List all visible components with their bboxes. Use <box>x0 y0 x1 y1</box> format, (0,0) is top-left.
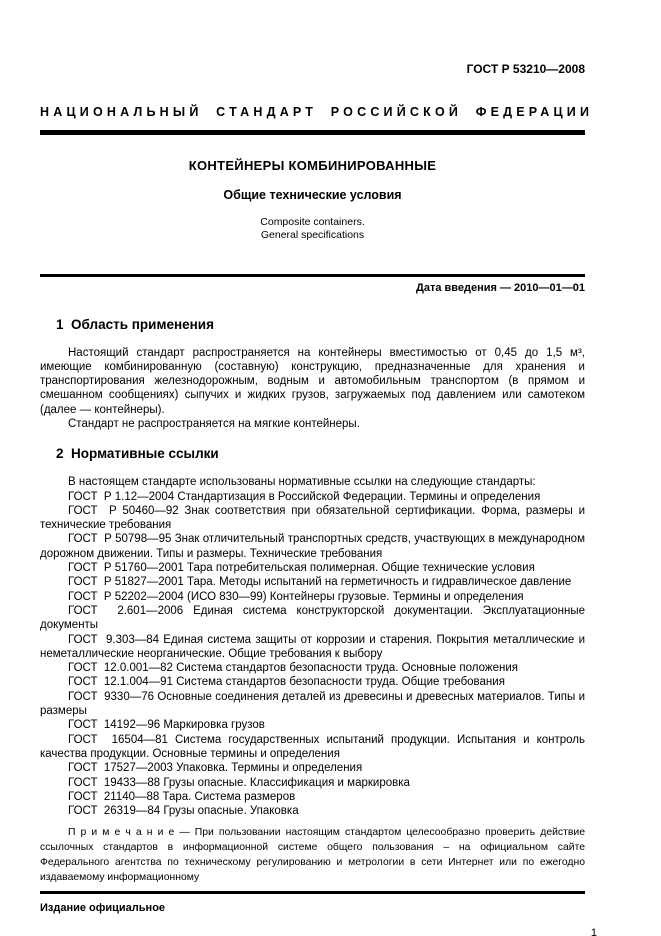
reference-item: ГОСТ Р 51827—2001 Тара. Методы испытаний на герметичность и гидравлическое давление <box>68 576 572 589</box>
reference-item: ГОСТ 17527—2003 Упаковка. Термины и определения <box>68 762 363 775</box>
title-translation-line2: General specifications <box>260 229 365 241</box>
scope-paragraph: Настоящий стандарт распространяется на контейнеры вместимостью от 0,45 до 1,5 м³, имеющие комбинированную (составную) конструкцию, предназначенные для хранения и транспортирования железнодорожным, водным и автомобильным транспортом (в прямом и смешанном сообщениях) сыпучих и жидких грузов, загружаемых под давлением или самотеком (далее — контейнеры). <box>40 346 585 416</box>
reference-item: ГОСТ 21140—88 Тара. Система размеров <box>68 790 296 803</box>
usage-note: П р и м е ч а н и е — При пользовании настоящим стандартом целесообразно проверить действие ссылочных стандартов в информационной системе общего пользования – на официальном сайте Федерального агентства по техническому регулированию и метрологии в сети Интернет или по ежегодно издаваемому информационному <box>40 827 585 884</box>
reference-item: ГОСТ 12.0.001—82 Система стандартов безопасности труда. Основные положения <box>68 662 518 675</box>
date-rule <box>40 274 585 277</box>
header-rule <box>40 130 585 135</box>
footer-rule <box>40 891 585 894</box>
standard-designation: НАЦИОНАЛЬНЫЙ СТАНДАРТ РОССИЙСКОЙ ФЕДЕРАЦИИ <box>40 105 594 119</box>
document-title: КОНТЕЙНЕРЫ КОМБИНИРОВАННЫЕ <box>188 157 437 173</box>
reference-item: ГОСТ Р 50460—92 Знак соответствия при обязательной сертификации. Форма, размеры и технические требования <box>40 504 585 532</box>
scope-paragraph: Стандарт не распространяется на мягкие контейнеры. <box>68 417 360 430</box>
doc-code: ГОСТ Р 53210—2008 <box>466 62 585 76</box>
official-edition-label: Издание официальное <box>40 902 166 915</box>
page-number: 1 <box>590 927 597 936</box>
reference-item: ГОСТ Р 51760—2001 Тара потребительская полимерная. Общие технические условия <box>68 562 535 575</box>
reference-item: ГОСТ 14192—96 Маркировка грузов <box>68 719 265 732</box>
reference-item: ГОСТ 16504—81 Система государственных испытаний продукции. Испытания и контроль качества продукции. Основные термины и определения <box>40 733 585 760</box>
reference-item: ГОСТ 19433—88 Грузы опасные. Классификация и маркировка <box>68 776 410 789</box>
document-subtitle: Общие технические условия <box>223 187 402 202</box>
title-translation-line1: Composite containers. <box>260 215 365 228</box>
section-1-heading: 1 Область применения <box>56 316 214 332</box>
references-intro: В настоящем стандарте использованы нормативные ссылки на следующие стандарты: <box>68 476 536 489</box>
section-2-heading: 2 Нормативные ссылки <box>56 446 219 462</box>
reference-item: ГОСТ Р 52202—2004 (ИСО 830—99) Контейнеры грузовые. Термины и определения <box>68 590 524 603</box>
reference-item: ГОСТ 26319—84 Грузы опасные. Упаковка <box>68 805 299 818</box>
reference-item: ГОСТ 9330—76 Основные соединения деталей из древесины и древесных материалов. Типы и размеры <box>40 690 585 718</box>
reference-item: ГОСТ 12.1.004—91 Система стандартов безопасности труда. Общие требования <box>68 676 505 689</box>
reference-item: ГОСТ Р 50798—95 Знак отличительный транспортных средств, участвующих в международном дорожном движении. Типы и размеры. Технические требования <box>40 533 585 560</box>
title-translation <box>40 216 585 243</box>
reference-item: ГОСТ Р 1.12—2004 Стандартизация в Российской Федерации. Термины и определения <box>68 490 541 503</box>
effective-date: Дата введения — 2010—01—01 <box>416 281 585 294</box>
reference-item: ГОСТ 2.601—2006 Единая система конструкторской документации. Эксплуатационные документы <box>40 604 585 632</box>
reference-item: ГОСТ 9.303—84 Единая система защиты от коррозии и старения. Покрытия металлические и неметаллические неорганические. Общие требования к выбору <box>40 633 585 660</box>
